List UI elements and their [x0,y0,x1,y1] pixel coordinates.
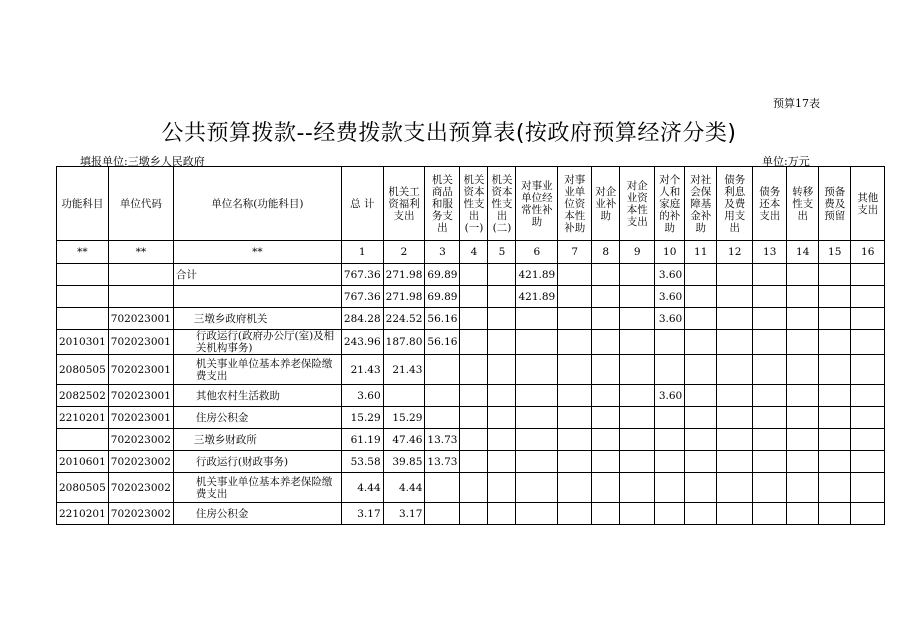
value-cell-c14 [787,264,819,286]
unit-name-cell [173,286,341,308]
value-cell-c14 [787,308,819,330]
value-cell-c13 [753,451,787,473]
func-code-cell: 2010301 [57,330,109,355]
value-cell-c15 [819,330,851,355]
col-number: 12 [717,241,753,264]
value-cell-c8 [592,385,620,407]
unit-name-cell: 行政运行(政府办公厅(室)及相关机构事务) [173,330,341,355]
value-cell-c16 [851,451,885,473]
unit-code-cell: 702023002 [108,451,173,473]
unit-code-cell: 702023002 [108,473,173,503]
value-cell-c12 [717,473,753,503]
value-cell-total: 243.96 [341,330,383,355]
value-cell-c3 [425,503,460,525]
value-cell-total: 53.58 [341,451,383,473]
value-cell-c3 [425,355,460,385]
unit-code-cell [108,286,173,308]
value-cell-c9 [620,355,655,385]
value-cell-total: 3.60 [341,385,383,407]
col-number: 1 [341,241,383,264]
value-cell-c3: 56.16 [425,330,460,355]
unit-name-cell: 其他农村生活救助 [173,385,341,407]
header-c16: 其他支出 [851,167,885,241]
value-cell-c4 [460,407,488,429]
value-cell-c13 [753,407,787,429]
value-cell-c4 [460,385,488,407]
value-cell-c5 [488,473,516,503]
value-cell-c10: 3.60 [655,308,685,330]
table-row [57,355,885,385]
value-cell-c4 [460,451,488,473]
value-cell-c14 [787,503,819,525]
value-cell-c7 [558,503,592,525]
value-cell-c3: 69.89 [425,264,460,286]
value-cell-c10 [655,355,685,385]
value-cell-c7 [558,407,592,429]
value-cell-c7 [558,385,592,407]
col-number: 15 [819,241,851,264]
func-code-cell [57,429,109,451]
unit-name-cell: 机关事业单位基本养老保险缴费支出 [173,355,341,385]
value-cell-c9 [620,264,655,286]
value-cell-c12 [717,330,753,355]
value-cell-c3 [425,385,460,407]
value-cell-c11 [685,308,717,330]
value-cell-c14 [787,473,819,503]
unit-name-cell: 三墩乡财政所 [173,429,341,451]
value-cell-c12 [717,355,753,385]
value-cell-c9 [620,451,655,473]
unit-name-cell: 住房公积金 [173,503,341,525]
value-cell-c10 [655,429,685,451]
value-cell-c13 [753,385,787,407]
value-cell-c16 [851,308,885,330]
value-cell-c9 [620,473,655,503]
header-c8: 对企业补助 [592,167,620,241]
value-cell-c4 [460,308,488,330]
value-cell-c16 [851,264,885,286]
value-cell-c9 [620,385,655,407]
value-cell-c4 [460,330,488,355]
value-cell-c6: 421.89 [516,264,558,286]
value-cell-c15 [819,355,851,385]
unit-code-cell: 702023001 [108,407,173,429]
value-cell-c2: 21.43 [383,355,425,385]
header-c5: 机关资本性支出(二) [488,167,516,241]
unit-code-cell: 702023002 [108,503,173,525]
budget-table [56,166,885,525]
func-code-cell [57,264,109,286]
func-code-cell: 2082502 [57,385,109,407]
col-number: 14 [787,241,819,264]
value-cell-c10: 3.60 [655,264,685,286]
value-cell-c12 [717,429,753,451]
table-row [57,407,885,429]
value-cell-c2: 39.85 [383,451,425,473]
value-cell-c8 [592,286,620,308]
value-cell-total: 767.36 [341,264,383,286]
value-cell-c11 [685,330,717,355]
page-title: 公共预算拨款--经费拨款支出预算表(按政府预算经济分类) [161,121,737,146]
value-cell-c13 [753,264,787,286]
table-row [57,264,885,286]
value-cell-c13 [753,330,787,355]
unit-code-cell: 702023002 [108,429,173,451]
value-cell-c6 [516,451,558,473]
value-cell-c6 [516,330,558,355]
value-cell-total: 767.36 [341,286,383,308]
value-cell-c12 [717,407,753,429]
value-cell-c12 [717,503,753,525]
value-cell-c3 [425,473,460,503]
value-cell-c7 [558,355,592,385]
header-c2: 机关工资福利支出 [383,167,425,241]
col-number: ** [108,241,173,264]
func-code-cell: 2080505 [57,355,109,385]
value-cell-c10 [655,407,685,429]
header-unit-code: 单位代码 [108,167,173,241]
value-cell-c14 [787,355,819,385]
value-cell-c2 [383,385,425,407]
table-row [57,429,885,451]
value-cell-c6 [516,503,558,525]
form-code: 预算17表 [773,97,820,110]
func-code-cell [57,286,109,308]
value-cell-c5 [488,429,516,451]
value-cell-c6 [516,385,558,407]
value-cell-c9 [620,429,655,451]
value-cell-c16 [851,503,885,525]
unit-name-cell: 合计 [173,264,341,286]
value-cell-c13 [753,429,787,451]
func-code-cell [57,308,109,330]
value-cell-c9 [620,308,655,330]
value-cell-c13 [753,308,787,330]
unit-name-cell: 三墩乡政府机关 [173,308,341,330]
value-cell-c10 [655,451,685,473]
value-cell-c9 [620,330,655,355]
value-cell-c10: 3.60 [655,385,685,407]
value-cell-c16 [851,385,885,407]
value-cell-c15 [819,264,851,286]
value-cell-c15 [819,473,851,503]
value-cell-c9 [620,286,655,308]
value-cell-c5 [488,503,516,525]
unit-name-cell: 机关事业单位基本养老保险缴费支出 [173,473,341,503]
value-cell-c4 [460,355,488,385]
value-cell-c14 [787,330,819,355]
value-cell-c14 [787,286,819,308]
table-row [57,451,885,473]
value-cell-c4 [460,503,488,525]
filler-unit: 填报单位:三墩乡人民政府 [80,155,205,168]
header-c4: 机关资本性支出(一) [460,167,488,241]
header-c6: 对事业单位经常性补助 [516,167,558,241]
value-cell-c15 [819,385,851,407]
value-cell-c2: 47.46 [383,429,425,451]
value-cell-c11 [685,407,717,429]
header-row [57,167,885,241]
value-cell-total: 284.28 [341,308,383,330]
value-cell-c11 [685,286,717,308]
table-row [57,308,885,330]
value-cell-c6 [516,355,558,385]
col-number: 2 [383,241,425,264]
value-cell-c7 [558,308,592,330]
value-cell-c3: 13.73 [425,451,460,473]
table-row [57,286,885,308]
table-row [57,503,885,525]
value-cell-c15 [819,451,851,473]
value-cell-c12 [717,264,753,286]
unit-code-cell [108,264,173,286]
header-c3: 机关商品和服务支出 [425,167,460,241]
func-code-cell: 2080505 [57,473,109,503]
value-cell-c5 [488,330,516,355]
value-cell-c13 [753,286,787,308]
table-row [57,385,885,407]
header-unit-name: 单位名称(功能科目) [173,167,341,241]
value-cell-c2: 224.52 [383,308,425,330]
header-c10: 对个人和家庭的补助 [655,167,685,241]
value-cell-c2: 187.80 [383,330,425,355]
value-cell-c16 [851,286,885,308]
unit-code-cell: 702023001 [108,330,173,355]
value-cell-c11 [685,429,717,451]
unit-code-cell: 702023001 [108,355,173,385]
header-func-code: 功能科目 [57,167,109,241]
value-cell-c4 [460,429,488,451]
col-number: 3 [425,241,460,264]
value-cell-c3: 13.73 [425,429,460,451]
value-cell-c11 [685,385,717,407]
value-cell-c14 [787,451,819,473]
table-row [57,330,885,355]
value-cell-c15 [819,308,851,330]
value-cell-c6 [516,407,558,429]
value-cell-c10 [655,503,685,525]
value-cell-c8 [592,407,620,429]
value-cell-c10 [655,473,685,503]
value-cell-c7 [558,286,592,308]
value-cell-c14 [787,407,819,429]
value-cell-c2: 4.44 [383,473,425,503]
value-cell-c11 [685,451,717,473]
value-cell-c8 [592,451,620,473]
value-cell-c5 [488,451,516,473]
value-cell-c12 [717,286,753,308]
value-cell-c8 [592,429,620,451]
value-cell-c4 [460,286,488,308]
value-cell-total: 3.17 [341,503,383,525]
value-cell-c16 [851,407,885,429]
data-rows [57,264,885,525]
col-number: 10 [655,241,685,264]
value-cell-c13 [753,503,787,525]
header-c14: 转移性支出 [787,167,819,241]
value-cell-total: 15.29 [341,407,383,429]
col-number: 6 [516,241,558,264]
value-cell-c15 [819,503,851,525]
value-cell-c4 [460,264,488,286]
value-cell-c5 [488,385,516,407]
value-cell-c4 [460,473,488,503]
value-cell-c5 [488,308,516,330]
value-cell-c12 [717,451,753,473]
header-c12: 债务利息及费用支出 [717,167,753,241]
value-cell-c3: 56.16 [425,308,460,330]
value-cell-c5 [488,264,516,286]
value-cell-c7 [558,473,592,503]
unit-code-cell: 702023001 [108,385,173,407]
value-cell-total: 21.43 [341,355,383,385]
header-total: 总 计 [341,167,383,241]
value-cell-c6 [516,473,558,503]
col-number: 7 [558,241,592,264]
value-cell-c2: 15.29 [383,407,425,429]
col-number: 11 [685,241,717,264]
value-cell-c8 [592,330,620,355]
header-c11: 对社会保障基金补助 [685,167,717,241]
value-cell-c8 [592,503,620,525]
col-number: 5 [488,241,516,264]
value-cell-c5 [488,407,516,429]
col-number: ** [57,241,109,264]
value-cell-c12 [717,385,753,407]
col-number: 16 [851,241,885,264]
value-cell-c8 [592,264,620,286]
value-cell-c3: 69.89 [425,286,460,308]
col-number: 9 [620,241,655,264]
value-cell-total: 61.19 [341,429,383,451]
value-cell-c5 [488,355,516,385]
value-cell-c6 [516,308,558,330]
col-number: 13 [753,241,787,264]
value-cell-c11 [685,503,717,525]
value-cell-c16 [851,473,885,503]
value-cell-c15 [819,286,851,308]
value-cell-c6 [516,429,558,451]
value-cell-c9 [620,503,655,525]
value-cell-c7 [558,451,592,473]
value-cell-c2: 271.98 [383,286,425,308]
func-code-cell: 2210201 [57,503,109,525]
header-c9: 对企业资本性支出 [620,167,655,241]
table-row [57,473,885,503]
func-code-cell: 2010601 [57,451,109,473]
value-cell-c16 [851,429,885,451]
col-number: ** [173,241,341,264]
amount-unit: 单位:万元 [762,155,810,168]
value-cell-c16 [851,355,885,385]
value-cell-c6: 421.89 [516,286,558,308]
header-c15: 预备费及预留 [819,167,851,241]
value-cell-c7 [558,264,592,286]
value-cell-total: 4.44 [341,473,383,503]
value-cell-c2: 271.98 [383,264,425,286]
value-cell-c2: 3.17 [383,503,425,525]
column-number-row [57,241,885,264]
value-cell-c7 [558,330,592,355]
value-cell-c14 [787,385,819,407]
value-cell-c3 [425,407,460,429]
header-c7: 对事业单位资本性补助 [558,167,592,241]
value-cell-c8 [592,308,620,330]
unit-code-cell: 702023001 [108,308,173,330]
value-cell-c15 [819,429,851,451]
value-cell-c14 [787,429,819,451]
value-cell-c8 [592,355,620,385]
value-cell-c10: 3.60 [655,286,685,308]
col-number: 4 [460,241,488,264]
header-c13: 债务还本支出 [753,167,787,241]
value-cell-c12 [717,308,753,330]
value-cell-c13 [753,355,787,385]
value-cell-c11 [685,355,717,385]
unit-name-cell: 住房公积金 [173,407,341,429]
value-cell-c8 [592,473,620,503]
value-cell-c11 [685,473,717,503]
unit-name-cell: 行政运行(财政事务) [173,451,341,473]
value-cell-c9 [620,407,655,429]
value-cell-c10 [655,330,685,355]
value-cell-c5 [488,286,516,308]
func-code-cell: 2210201 [57,407,109,429]
value-cell-c7 [558,429,592,451]
value-cell-c13 [753,473,787,503]
value-cell-c11 [685,264,717,286]
value-cell-c16 [851,330,885,355]
col-number: 8 [592,241,620,264]
value-cell-c15 [819,407,851,429]
